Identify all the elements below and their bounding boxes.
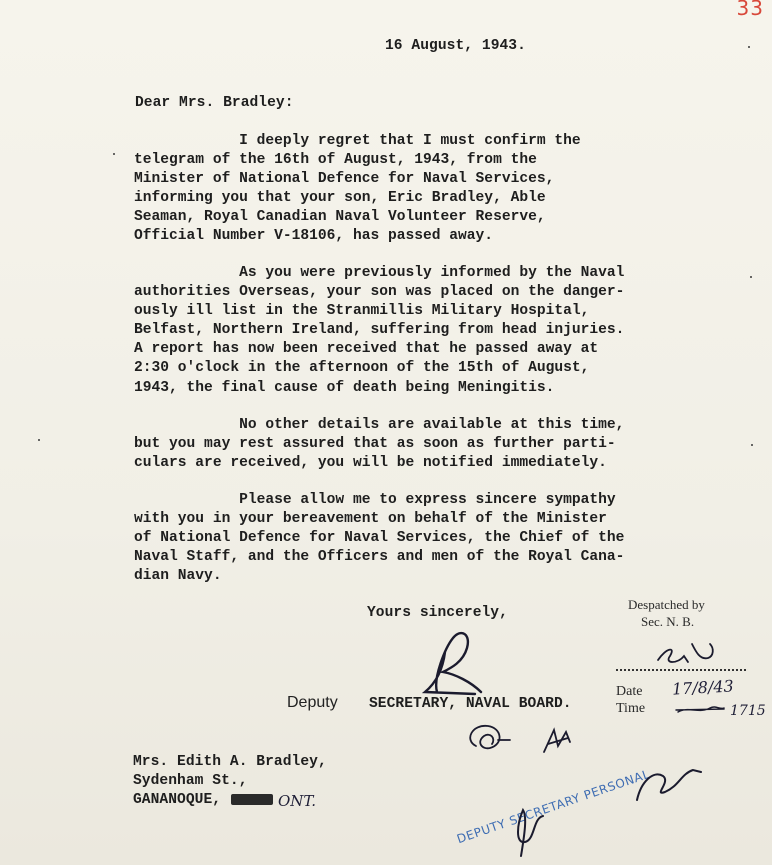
recipient-city: GANANOQUE, bbox=[133, 792, 222, 808]
paragraph-line: with you in your bereavement on behalf of the Minister bbox=[134, 511, 607, 528]
recipient-street: Sydenham St., bbox=[133, 773, 248, 789]
despatch-initials-mark bbox=[652, 638, 722, 668]
initials-mark bbox=[462, 716, 582, 756]
paragraph-line: of National Defence for Naval Services, the Chief of the bbox=[134, 530, 625, 547]
paragraph-line: Belfast, Northern Ireland, suffering from head injuries. bbox=[134, 322, 625, 339]
paragraph-line: 2:30 o'clock in the afternoon of the 15th of August, bbox=[134, 360, 590, 377]
paragraph-line: 1943, the final cause of death being Meningitis. bbox=[134, 379, 555, 396]
struck-time-mark bbox=[676, 702, 726, 718]
paragraph-line: informing you that your son, Eric Bradley, Able bbox=[134, 190, 546, 207]
paragraph-line: I deeply regret that I must confirm the bbox=[134, 133, 581, 149]
struck-out-text bbox=[231, 794, 273, 805]
despatch-date-label: Date bbox=[616, 684, 643, 699]
despatch-sender: Sec. N. B. bbox=[641, 614, 695, 629]
recipient-name: Mrs. Edith A. Bradley, bbox=[133, 754, 327, 770]
paper-speck bbox=[38, 439, 40, 441]
despatched-by-label: Despatched by bbox=[628, 597, 705, 612]
paragraph-line: ously ill list in the Stranmillis Military Hospital, bbox=[134, 303, 590, 320]
paper-speck bbox=[750, 276, 752, 278]
signatory-prefix: Deputy bbox=[287, 694, 338, 711]
paragraph-line: Official Number V-18106, has passed away. bbox=[134, 228, 494, 245]
despatch-divider bbox=[616, 669, 746, 671]
paragraph-line: Minister of National Defence for Naval Services, bbox=[134, 171, 555, 188]
stamp-signature-mark bbox=[503, 752, 713, 862]
paper-speck bbox=[748, 46, 750, 48]
signature-mark bbox=[415, 628, 495, 698]
paragraph-line: dian Navy. bbox=[134, 568, 222, 585]
paragraph-line: No other details are available at this time, bbox=[134, 417, 625, 433]
paragraph-line: but you may rest assured that as soon as further parti- bbox=[134, 436, 616, 453]
recipient-province: ONT. bbox=[278, 792, 316, 810]
paper-speck bbox=[113, 153, 115, 155]
despatch-time-label: Time bbox=[616, 701, 646, 716]
paragraph-line: telegram of the 16th of August, 1943, from the bbox=[134, 152, 537, 169]
paragraph-4 bbox=[134, 491, 694, 586]
paper-speck bbox=[751, 444, 753, 446]
paragraph-line: Please allow me to express sincere sympathy bbox=[134, 492, 616, 508]
signatory-title: SECRETARY, NAVAL BOARD. bbox=[369, 696, 572, 712]
deputy-secretary-stamp: DEPUTY SECRETARY PERSONAL bbox=[455, 766, 652, 847]
paragraph-2 bbox=[134, 264, 694, 398]
paragraph-line: As you were previously informed by the Naval bbox=[134, 265, 625, 281]
paragraph-line: culars are received, you will be notified immediately. bbox=[134, 455, 607, 472]
paragraph-1 bbox=[134, 132, 694, 247]
paragraph-line: authorities Overseas, your son was placed on the danger- bbox=[134, 284, 625, 301]
closing: Yours sincerely, bbox=[367, 605, 508, 621]
page-number-mark: 33 bbox=[736, 0, 764, 20]
despatch-date-value: 17/8/43 bbox=[671, 676, 735, 699]
paragraph-3 bbox=[134, 416, 694, 473]
salutation: Dear Mrs. Bradley: bbox=[135, 95, 294, 111]
paragraph-line: Naval Staff, and the Officers and men of the Royal Cana- bbox=[134, 549, 625, 566]
despatch-time-value: 1715 bbox=[730, 703, 766, 719]
letter-date: 16 August, 1943. bbox=[385, 38, 526, 54]
paragraph-line: A report has now been received that he passed away at bbox=[134, 341, 599, 358]
paragraph-line: Seaman, Royal Canadian Naval Volunteer Reserve, bbox=[134, 209, 546, 226]
